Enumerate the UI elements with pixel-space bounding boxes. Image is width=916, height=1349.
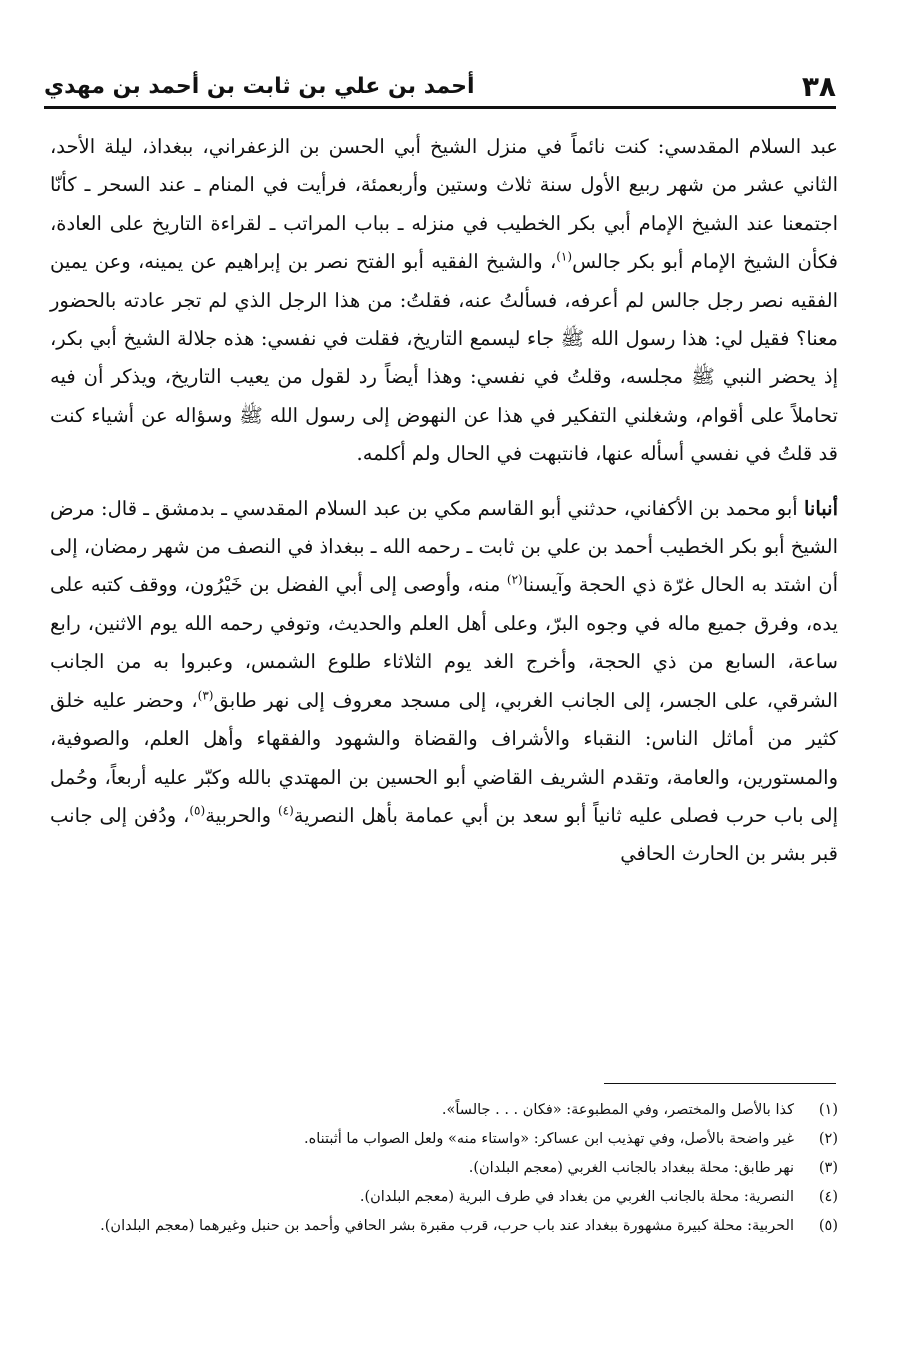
paragraph-1-text: عبد السلام المقدسي: كنت نائماً في منزل الشيخ أبي الحسن بن الزعفراني، ببغداذ، ليلة الأحد، الثاني عشر من شهر ربيع الأول سنة ثلاث وستين وأربعمئة، فرأيت في المنام ـ عند السحر ـ كأنّا اجتمعنا عند الشيخ الإمام أبي بكر الخطيب في منزله ـ بباب المراتب ـ لقراءة التاريخ على العادة، فكأن الشيخ الإمام أبو بكر جالس — [50, 135, 838, 274]
footnote-ref-1: (١) — [556, 249, 573, 264]
footnote-text: كذا بالأصل والمختصر، وفي المطبوعة: «فكان . . . جالساً». — [441, 1102, 794, 1118]
footnote-5 — [30, 1212, 838, 1241]
paragraph-2-text: أبو محمد بن الأكفاني، حدثني أبو القاسم مكي بن عبد السلام المقدسي ـ بدمشق ـ قال: مرض الشيخ أبو بكر الخطيب أحمد بن علي بن ثابت ـ رحمه الله ـ ببغداذ في النصف من شهر رمضان، إلى أن اشتد به الحال غرّة ذي الحجة وآيسنا — [50, 496, 838, 597]
main-text — [50, 128, 838, 874]
footnote-3 — [30, 1154, 838, 1183]
running-header — [44, 64, 836, 104]
footnote-number: (٣) — [818, 1160, 838, 1176]
running-title: أحمد بن علي بن ثابت بن أحمد بن مهدي — [44, 74, 475, 99]
footnote-text: نهر طابق: محلة ببغداد بالجانب الغربي (معجم البلدان). — [468, 1160, 794, 1176]
footnote-number: (٤) — [818, 1189, 838, 1205]
footnote-number: (١) — [818, 1102, 838, 1118]
paragraph-2-text-c: ، وحضر عليه خلق كثير من أماثل الناس: النقباء والأشراف والقضاة والشهود والفقهاء وأهل العلم، والصوفية، والمستورين، والعامة، وتقدم الشريف القاضي أبو الحسين بن المهتدي بالله وكبّر عليه أربعاً، وحُمل إلى باب حرب فصلى عليه ثانياً أبو سعد بن أبي عمامة بأهل النصرية — [50, 688, 838, 827]
paragraph-1-text-cont: ، والشيخ الفقيه أبو الفتح نصر بن إبراهيم عن يمينه، وعن يمين الفقيه نصر رجل جالس لم أعرفه، فسألتُ عنه، فقلتُ: من هذا الرجل الذي لم تجر عادته بالحضور معنا؟ فقيل لي: هذا رسول الله ﷺ جاء ليسمع التاريخ، فقلت في نفسي: هذه جلالة الشيخ أبي بكر، إذ يحضر النبي ﷺ مجلسه، وقلتُ في نفسي: وهذا أيضاً رد لقول من يعيب التاريخ، ويذكر أن فيه تحاملاً على أقوام، وشغلني التفكير في هذا عن النهوض إلى رسول الله ﷺ وسؤاله عن أشياء كنت قد قلتُ في نفسي أسأله عنها، فانتبهت في الحال ولم أكلمه. — [50, 250, 838, 466]
paragraph-1 — [50, 128, 838, 474]
footnote-text: الحربية: محلة كبيرة مشهورة ببغداد عند باب حرب، قرب مقبرة بشر الحافي وأحمد بن حنبل وغيرهما (معجم البلدان). — [100, 1218, 794, 1234]
footnote-text: غير واضحة بالأصل، وفي تهذيب ابن عساكر: «واستاء منه» ولعل الصواب ما أثبتناه. — [304, 1131, 794, 1147]
paragraph-2-text-b: منه، وأوصى إلى أبي الفضل بن خَيْرُون، ووقف كتبه على يده، وفرق جميع ماله في وجوه البرّ، وعلى أهل العلم والحديث، وتوفي رحمه الله يوم الاثنين، رابع ساعة، السابع من ذي الحجة، وأخرج الغد يوم الثلاثاء طلوع الشمس، وعبروا به من الجانب الشرقي، على الجسر، إلى الجانب الغربي، إلى مسجد معروف إلى نهر طابق — [50, 573, 839, 712]
paragraph-2-text-e: ، ودُفن إلى جانب قبر بشر بن الحارث الحافي — [50, 803, 838, 866]
footnote-text: النصرية: محلة بالجانب الغربي من بغداد في طرف البرية (معجم البلدان). — [359, 1189, 794, 1205]
footnote-number: (٥) — [818, 1218, 838, 1234]
footnote-1 — [30, 1096, 838, 1125]
paragraph-2 — [50, 490, 838, 874]
footnote-ref-3: (٣) — [197, 688, 214, 703]
footnote-number: (٢) — [818, 1131, 838, 1147]
footnote-4 — [30, 1183, 838, 1212]
footnote-ref-4: (٤) — [277, 803, 294, 818]
page-number: ٣٨ — [801, 70, 836, 103]
footnote-2 — [30, 1125, 838, 1154]
paragraph-2-text-d: والحربية — [205, 803, 278, 827]
footnote-ref-5: (٥) — [189, 803, 206, 818]
footnote-ref-2: (٢) — [506, 572, 523, 587]
paragraph-2-lead-word: أنبانا — [803, 496, 838, 520]
header-divider — [44, 106, 836, 109]
footnote-divider — [604, 1083, 836, 1084]
footnotes-list — [30, 1096, 838, 1241]
